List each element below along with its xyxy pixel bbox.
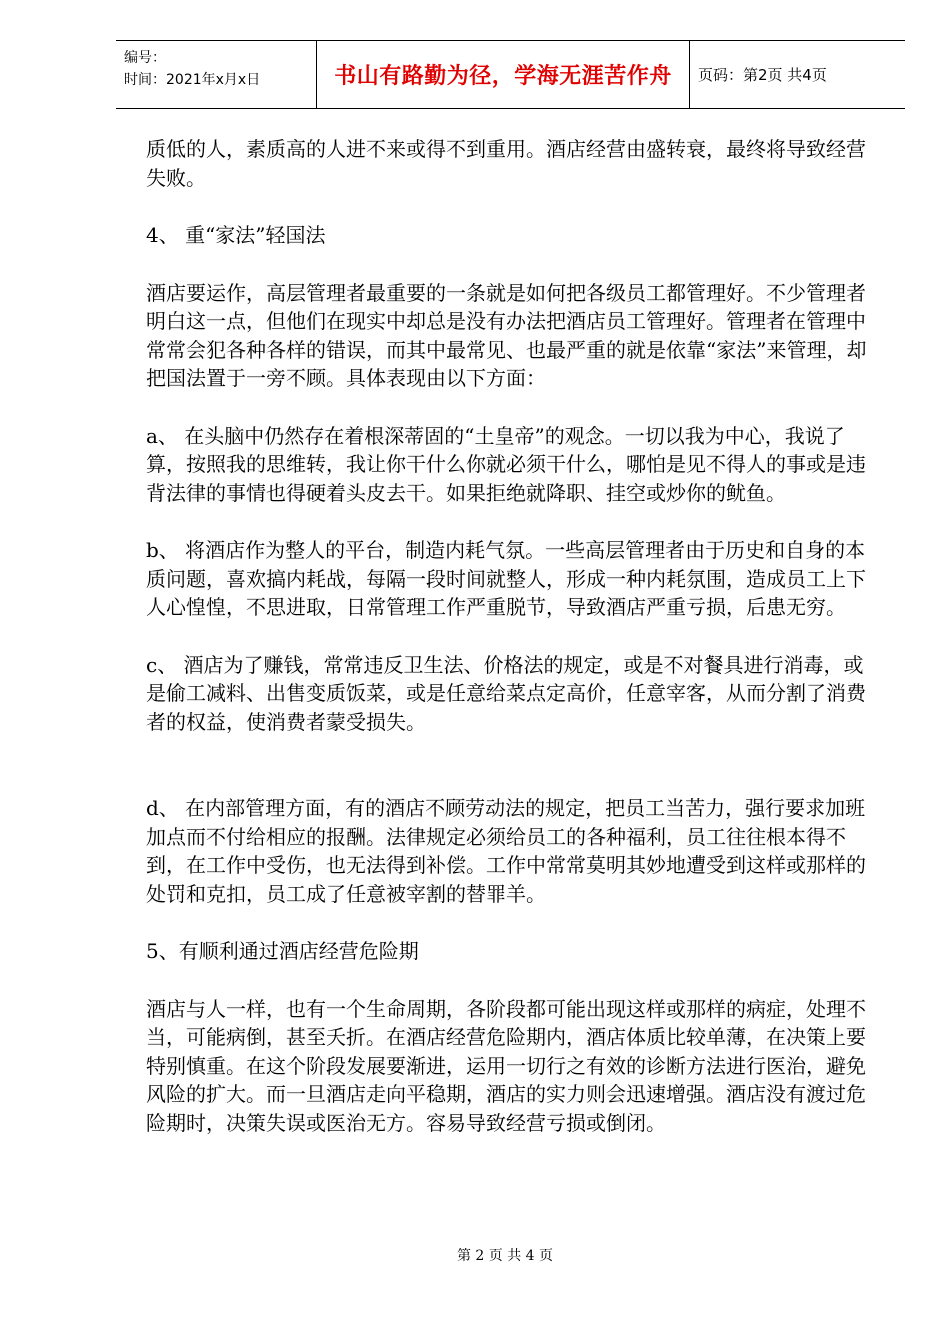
list-item-c: c、 酒店为了赚钱，常常违反卫生法、价格法的规定，或是不对餐具进行消毒，或是偷工减料、出售变质饭菜，或是任意给菜点定高价，任意宰客，从而分割了消费者的权益，使消费者蒙受损失。 bbox=[146, 652, 866, 734]
paragraph-continued: 质低的人，素质高的人进不来或得不到重用。酒店经营由盛转衰，最终将导致经营失败。 bbox=[146, 137, 866, 190]
page-header bbox=[116, 40, 905, 109]
list-item-b: b、 将酒店作为整人的平台，制造内耗气氛。一些高层管理者由于历史和自身的本质问题，喜欢搞内耗战，每隔一段时间就整人，形成一种内耗氛围，造成员工上下人心惶惶，不思进取，日常管理工作严重脱节，导致酒店严重亏损，后患无穷。 bbox=[146, 538, 866, 619]
header-number: 编号： bbox=[124, 50, 166, 66]
header-time: 时间：2021年x月x日 bbox=[124, 72, 261, 88]
header-motto: 书山有路勤为径，学海无涯苦作舟 bbox=[316, 41, 690, 108]
header-meta bbox=[116, 41, 316, 108]
list-item-d: d、 在内部管理方面，有的酒店不顾劳动法的规定，把员工当苦力，强行要求加班加点而不付给相应的报酬。法律规定必须给员工的各种福利，员工往往根本得不到，在工作中受伤，也无法得到补偿。工作中常常莫明其妙地遭受到这样或那样的处罚和克扣，员工成了任意被宰割的替罪羊。 bbox=[146, 796, 866, 906]
header-page-number: 页码：第2页 共4页 bbox=[698, 66, 827, 84]
document-body bbox=[146, 135, 876, 1137]
paragraph-section-5: 酒店与人一样，也有一个生命周期，各阶段都可能出现这样或那样的病症，处理不当，可能病倒，甚至夭折。在酒店经营危险期内，酒店体质比较单薄，在决策上要特别慎重。在这个阶段发展要渐进，运用一切行之有效的诊断方法进行医治，避免风险的扩大。而一旦酒店走向平稳期，酒店的实力则会迅速增强。酒店没有渡过危险期时，决策失误或医治无方。容易导致经营亏损或倒闭。 bbox=[146, 996, 866, 1135]
list-item-a: a、 在头脑中仍然存在着根深蒂固的“土皇帝”的观念。一切以我为中心，我说了算，按照我的思维转，我让你干什么你就必须干什么，哪怕是见不得人的事或是违背法律的事情也得硬着头皮去干。如果拒绝就降职、挂空或炒你的鱿鱼。 bbox=[146, 423, 866, 505]
section-heading-5: 5、有顺利通过酒店经营危险期 bbox=[146, 939, 419, 963]
paragraph-intro: 酒店要运作，高层管理者最重要的一条就是如何把各级员工都管理好。不少管理者明白这一点，但他们在现实中却总是没有办法把酒店员工管理好。管理者在管理中常常会犯各种各样的错误，而其中最常见、也最严重的就是依靠“家法”来管理，却把国法置于一旁不顾。具体表现由以下方面： bbox=[146, 280, 867, 390]
page-footer: 第 2 页 共 4 页 bbox=[456, 1248, 554, 1264]
section-heading-4: 4、 重“家法”轻国法 bbox=[146, 223, 326, 247]
